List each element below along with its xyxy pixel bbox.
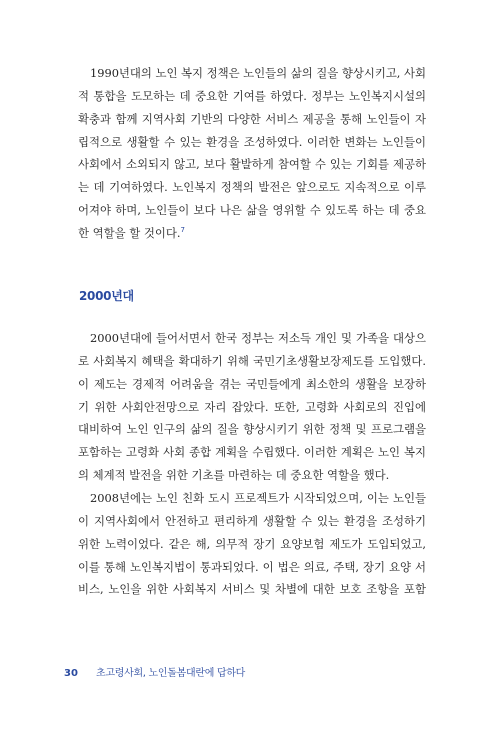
running-title: 초고령사회, 노인돌봄대란에 답하다 — [96, 668, 246, 679]
text-line: 2000년대에 들어서면서 한국 정부는 저소득 개인 및 가족을 대상으 — [90, 331, 426, 345]
text-line: 위한 노력이었다. 같은 해, 의무적 장기 요양보험 제도가 도입되었고, — [78, 536, 426, 551]
text-line: 적 통합을 도모하는 데 중요한 기여를 하였다. 정부는 노인복지시설의 — [78, 88, 426, 103]
text-line: 확충과 함께 지역사회 기반의 다양한 서비스 제공을 통해 노인들이 자 — [78, 111, 426, 126]
text-line: 비스, 노인을 위한 사회복지 서비스 및 차별에 대한 보호 조항을 포함 — [78, 582, 426, 597]
paragraph-1990s — [78, 62, 426, 245]
page-footer — [64, 664, 245, 679]
text-line: 어져야 하며, 노인들이 보다 나은 삶을 영위할 수 있도록 하는 데 중요 — [78, 203, 426, 218]
text-line: 의 체계적 발전을 위한 기초를 마련하는 데 중요한 역할을 했다. — [78, 468, 390, 483]
text-line: 는 데 기여하였다. 노인복지 정책의 발전은 앞으로도 지속적으로 이루 — [78, 180, 426, 195]
text-line: 포함하는 고령화 사회 종합 계획을 수립했다. 이러한 계획은 노인 복지 — [78, 445, 426, 460]
text-line: 기 위한 사회안전망으로 자리 잡았다. 또한, 고령화 사회로의 진입에 — [78, 399, 426, 414]
paragraph-2000s — [78, 327, 426, 487]
section-heading-2000s: 2000년대 — [79, 289, 134, 303]
text-line: 립적으로 생활할 수 있는 환경을 조성하였다. 이러한 변화는 노인들이 — [78, 134, 426, 149]
text-line: 로 사회복지 혜택을 확대하기 위해 국민기초생활보장제도를 도입했다. — [78, 353, 426, 368]
text-line: 이를 통해 노인복지법이 통과되었다. 이 법은 의료, 주택, 장기 요양 서 — [78, 559, 426, 574]
paragraph-2008 — [78, 487, 426, 601]
text-line-content: 한 역할을 할 것이다. — [78, 225, 181, 240]
text-line: 대비하여 노인 인구의 삶의 질을 향상시키기 위한 정책 및 프로그램을 — [78, 422, 426, 437]
text-line: 1990년대의 노인 복지 정책은 노인들의 삶의 질을 향상시키고, 사회 — [90, 66, 426, 80]
text-line: 이 제도는 경제적 어려움을 겪는 국민들에게 최소한의 생활을 보장하 — [78, 376, 426, 391]
footnote-marker[interactable]: 7 — [180, 225, 185, 234]
page-number: 30 — [64, 668, 78, 679]
text-line: 2008년에는 노인 친화 도시 프로젝트가 시작되었으며, 이는 노인들 — [90, 491, 426, 505]
text-line — [78, 222, 426, 245]
text-line: 사회에서 소외되지 않고, 보다 활발하게 참여할 수 있는 기회를 제공하 — [78, 157, 426, 172]
text-line: 이 지역사회에서 안전하고 편리하게 생활할 수 있는 환경을 조성하기 — [78, 513, 426, 528]
